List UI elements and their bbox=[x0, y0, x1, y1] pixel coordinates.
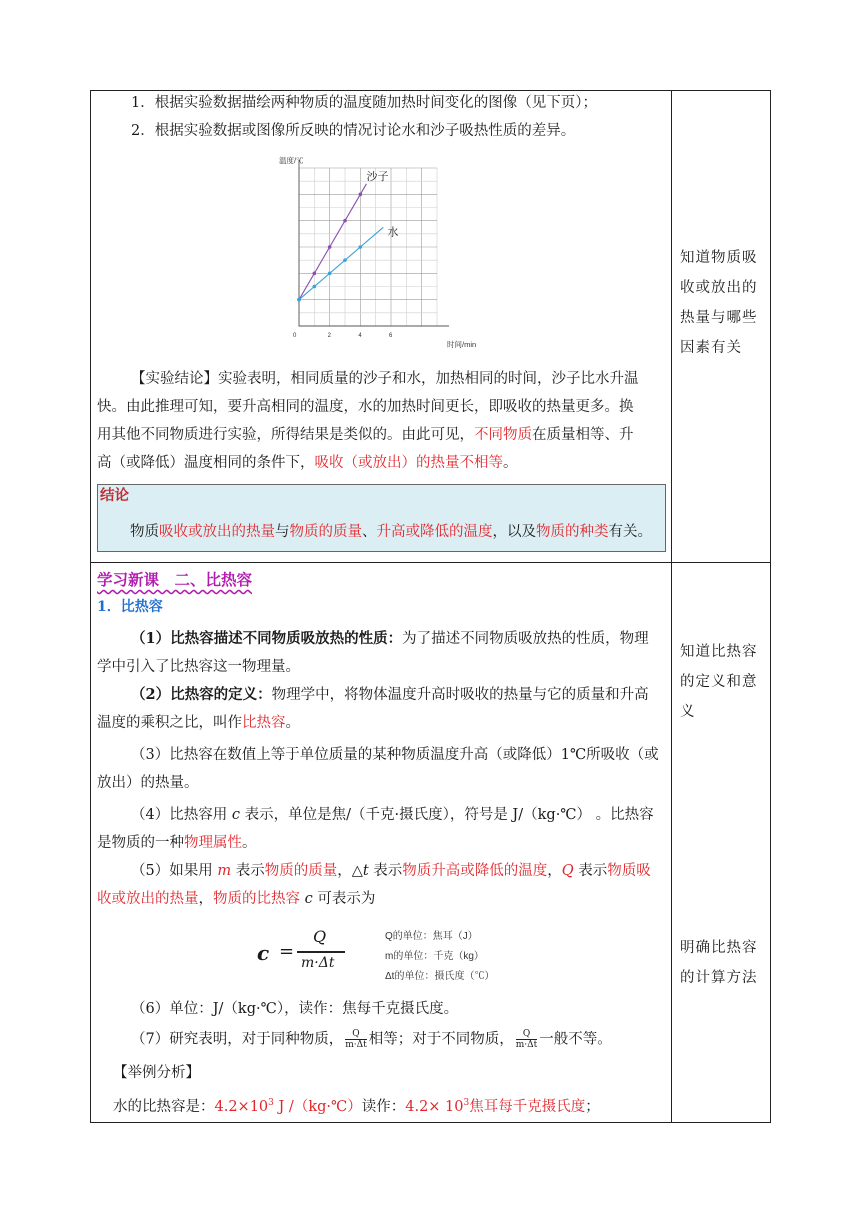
highlight: 物质的质量 bbox=[289, 524, 362, 540]
text: ，△ bbox=[337, 863, 363, 879]
text: 。 bbox=[242, 835, 257, 851]
text: 为了描述不同物质吸放热的性质，物理 bbox=[402, 631, 649, 647]
conclusion-title: 结论 bbox=[100, 487, 129, 504]
fraction-denominator: m·Δt bbox=[345, 1040, 367, 1050]
highlight: J /（kg·℃） bbox=[273, 1098, 362, 1115]
para-1 bbox=[131, 629, 649, 649]
side-note-2 bbox=[680, 637, 768, 727]
para-5-line2 bbox=[97, 889, 375, 909]
highlight: 物质升高或降低的温度 bbox=[402, 863, 548, 879]
x-tick-label: 0 bbox=[293, 333, 297, 339]
temperature-time-chart bbox=[279, 153, 489, 353]
data-point bbox=[343, 258, 347, 262]
text: 表示，单位是焦/（千克·摄氏度），符号是 J/（kg·℃） 。比热容 bbox=[244, 807, 654, 823]
para-2-line2 bbox=[97, 713, 300, 733]
text: 在质量相等、升 bbox=[532, 427, 634, 443]
text: 是物质的一种 bbox=[97, 835, 184, 851]
text: 、 bbox=[362, 524, 377, 540]
highlight: 焦耳每千克摄氏度 bbox=[469, 1098, 586, 1115]
text: 用其他不同物质进行实验，所得结果是类似的。由此可见， bbox=[97, 427, 474, 443]
highlight: 物质的种类 bbox=[536, 524, 609, 540]
para-4-line2 bbox=[97, 833, 257, 853]
text: 与 bbox=[275, 524, 290, 540]
chart-xlabel: 时间/min bbox=[447, 340, 477, 349]
x-tick-label: 6 bbox=[389, 333, 393, 339]
highlight: 收或放出的热量 bbox=[97, 891, 199, 907]
highlight: 吸收（或放出）的热量不相等 bbox=[314, 455, 503, 471]
data-point bbox=[328, 272, 332, 276]
formula-units bbox=[385, 927, 494, 987]
fraction bbox=[516, 1029, 538, 1050]
x-tick-label: 2 bbox=[327, 333, 332, 339]
side-note-line: 知道比热容 bbox=[680, 644, 758, 660]
experiment-conclusion-line1 bbox=[131, 369, 639, 389]
bold-label: （2）比热容的定义： bbox=[131, 686, 272, 703]
text: 读作： bbox=[361, 1098, 406, 1115]
highlight: 升高或降低的温度 bbox=[376, 524, 493, 540]
text: （5）如果用 bbox=[131, 863, 213, 879]
text: ，以及 bbox=[492, 524, 536, 540]
experiment-conclusion-line3 bbox=[97, 425, 634, 445]
highlight: 物质吸 bbox=[607, 863, 651, 879]
series-line bbox=[299, 227, 383, 299]
text: 。 bbox=[503, 455, 518, 471]
text: 一般不等。 bbox=[539, 1031, 612, 1048]
para-1-line2: 学中引入了比热容这一物理量。 bbox=[97, 659, 300, 675]
symbol-c: c bbox=[300, 891, 318, 907]
data-point bbox=[343, 219, 347, 223]
chart-grid bbox=[299, 160, 449, 326]
text: 水的比热容是： bbox=[113, 1098, 215, 1115]
text: 有关。 bbox=[608, 524, 652, 540]
list-item-1: 1．根据实验数据描绘两种物质的温度随加热时间变化的图像（见下页）； bbox=[131, 95, 597, 111]
column-divider bbox=[671, 91, 672, 1122]
conclusion-box bbox=[97, 484, 666, 552]
para-3-line2: 放出）的热量。 bbox=[97, 775, 199, 791]
para-3: （3）比热容在数值上等于单位质量的某种物质温度升高（或降低）1℃所吸收（或 bbox=[131, 747, 659, 763]
symbol-q: Q bbox=[561, 863, 574, 879]
data-point bbox=[313, 272, 317, 276]
fraction bbox=[345, 1029, 367, 1050]
text: 表示 bbox=[373, 863, 403, 879]
conclusion-text bbox=[130, 522, 652, 542]
text: 实验表明，相同质量的沙子和水，加热相同的时间，沙子比水升温 bbox=[218, 371, 639, 387]
side-note-line: 热量与哪些 bbox=[680, 310, 758, 326]
highlight: 物质的比热容 bbox=[213, 891, 300, 907]
lesson-table bbox=[90, 90, 771, 1123]
side-note-line: 的定义和意 bbox=[680, 674, 758, 690]
text: 物理学中，将物体温度升高时吸收的热量与它的质量和升高 bbox=[271, 687, 649, 703]
chart-ticks bbox=[293, 333, 393, 339]
text: （4）比热容用 bbox=[131, 807, 228, 823]
series-label: 沙子 bbox=[366, 169, 389, 183]
para-2 bbox=[131, 685, 649, 705]
highlight: 物理属性 bbox=[184, 835, 242, 851]
superscript: 3 bbox=[463, 1098, 470, 1108]
para-5 bbox=[131, 861, 651, 881]
side-note-line: 因素有关 bbox=[680, 340, 742, 356]
formula-bar bbox=[297, 951, 345, 953]
text: ； bbox=[585, 1098, 600, 1115]
series-line bbox=[299, 184, 366, 300]
side-note-1 bbox=[680, 243, 768, 363]
data-point bbox=[359, 245, 363, 249]
fraction-numerator: Q bbox=[345, 1029, 367, 1040]
text: （7）研究表明，对于同种物质， bbox=[131, 1031, 344, 1048]
unit-q: Q的单位：焦耳（J） bbox=[385, 931, 478, 942]
side-note-line: 的计算方法 bbox=[680, 970, 758, 986]
data-point bbox=[359, 193, 363, 197]
highlight: 不同物质 bbox=[474, 427, 532, 443]
text: 。 bbox=[285, 715, 300, 731]
formula-c: c bbox=[257, 941, 270, 965]
unit-dt: Δt的单位：摄氏度（℃） bbox=[385, 971, 495, 982]
data-point bbox=[328, 245, 332, 249]
side-note-line: 义 bbox=[680, 704, 696, 720]
para-7 bbox=[131, 1029, 612, 1050]
example-line bbox=[113, 1093, 600, 1117]
side-note-line: 知道物质吸 bbox=[680, 250, 758, 266]
x-tick-label: 4 bbox=[358, 333, 362, 339]
text: 可表示为 bbox=[317, 891, 376, 907]
chart-series bbox=[297, 169, 398, 302]
fraction-denominator: m·Δt bbox=[515, 1040, 538, 1050]
example-label: 【举例分析】 bbox=[113, 1065, 200, 1081]
bold-label: （1）比热容描述不同物质吸放热的性质： bbox=[131, 630, 403, 647]
formula-numerator: Q bbox=[313, 927, 327, 946]
formula-denominator: m·Δt bbox=[301, 955, 335, 971]
highlight: 4.2×10 bbox=[214, 1098, 269, 1115]
subsection-title: 1．比热容 bbox=[97, 599, 163, 615]
fraction-numerator: Q bbox=[516, 1029, 538, 1040]
row-divider bbox=[91, 562, 770, 563]
section-title: 学习新课 二、比热容 bbox=[97, 570, 253, 589]
text: 表示 bbox=[578, 863, 608, 879]
side-note-3 bbox=[680, 933, 768, 993]
series-label: 水 bbox=[387, 225, 399, 239]
chart-axes bbox=[299, 160, 449, 326]
text: 表示 bbox=[235, 863, 265, 879]
highlight: 4.2× 10 bbox=[405, 1098, 464, 1115]
symbol-c: c bbox=[231, 807, 240, 823]
text: ， bbox=[547, 863, 562, 879]
text: 相等；对于不同物质， bbox=[368, 1031, 514, 1048]
side-note-line: 明确比热容 bbox=[680, 940, 758, 956]
highlight: 吸收或放出的热量 bbox=[159, 524, 275, 540]
text: 温度的乘积之比，叫作 bbox=[97, 715, 242, 731]
side-note-line: 收或放出的 bbox=[680, 280, 758, 296]
highlight: 比热容 bbox=[242, 715, 286, 731]
chart-ylabel: 温度/℃ bbox=[279, 156, 304, 165]
formula-equals: = bbox=[279, 941, 295, 962]
symbol-t: t bbox=[362, 863, 369, 879]
unit-m: m的单位：千克（kg） bbox=[385, 951, 484, 962]
experiment-conclusion-line4 bbox=[97, 453, 518, 473]
experiment-conclusion-line2: 快。由此推理可知，要升高相同的温度，水的加热时间更长，即吸收的热量更多。换 bbox=[97, 399, 634, 415]
text: ， bbox=[198, 891, 213, 907]
data-point bbox=[297, 298, 301, 302]
formula bbox=[257, 927, 367, 983]
para-6: （6）单位：J/（kg·℃），读作：焦每千克摄氏度。 bbox=[131, 1001, 459, 1017]
experiment-conclusion-label: 【实验结论】 bbox=[131, 371, 218, 387]
para-4 bbox=[131, 805, 654, 825]
symbol-m: m bbox=[217, 863, 232, 879]
text: 物质 bbox=[130, 524, 159, 540]
list-item-2: 2．根据实验数据或图像所反映的情况讨论水和沙子吸热性质的差异。 bbox=[131, 123, 576, 139]
superscript: 3 bbox=[268, 1098, 274, 1108]
highlight: 物质的质量 bbox=[264, 863, 338, 879]
data-point bbox=[313, 285, 317, 289]
text: 高（或降低）温度相同的条件下， bbox=[97, 455, 315, 471]
